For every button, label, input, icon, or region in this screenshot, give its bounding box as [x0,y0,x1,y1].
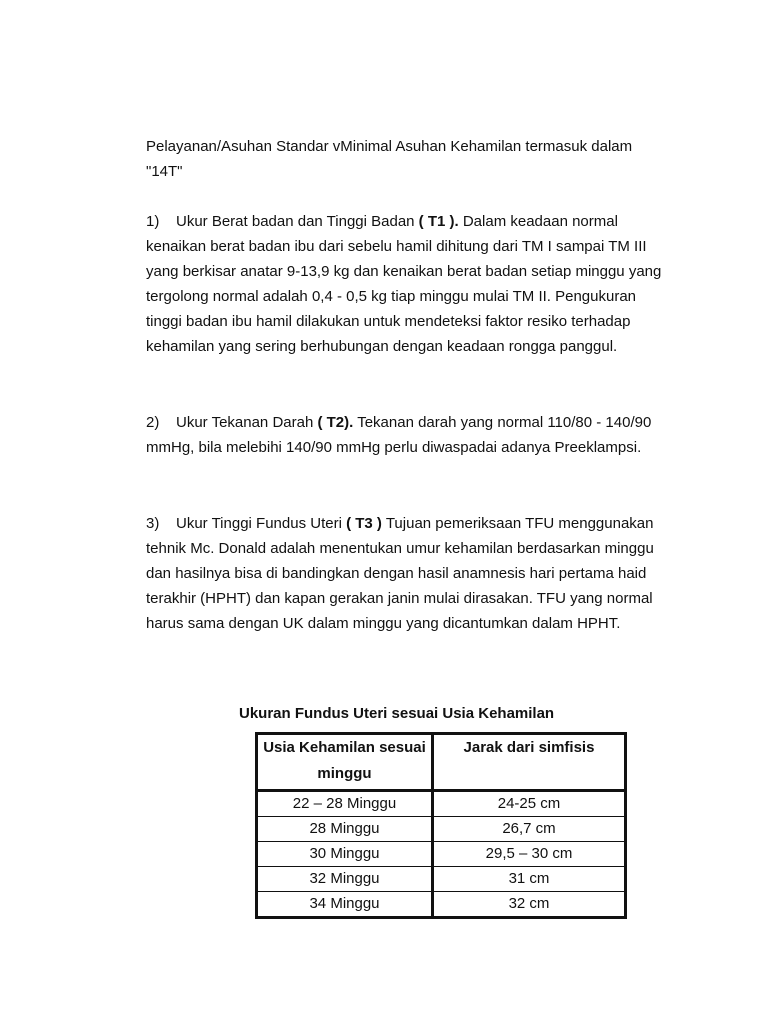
list-item-t2 [146,410,666,460]
cell-jarak: 32 cm [433,892,626,918]
item-code: ( T1 ). [418,213,459,230]
list-item-t1 [146,209,666,359]
cell-jarak: 26,7 cm [433,817,626,842]
item-lead: Ukur Tinggi Fundus Uteri [176,515,347,532]
table-row [257,817,626,842]
item-lead: Ukur Berat badan dan Tinggi Badan [176,213,419,230]
cell-jarak: 24-25 cm [433,791,626,817]
item-number: 3) [146,515,160,532]
table-row [257,867,626,892]
table-row [257,842,626,867]
table-header-row [257,734,626,791]
list-item-t3 [146,511,666,636]
intro-line-1: Pelayanan/Asuhan Standar vMinimal Asuhan Kehamilan termasuk dalam [146,138,633,155]
cell-usia: 30 Minggu [257,842,433,867]
item-text: Tekanan darah yang normal 110/80 - 140/90 mmHg, bila melebihi 140/90 mmHg perlu diwaspadai adanya Preeklampsi. [146,414,652,456]
header-jarak-simfisis: Jarak dari simfisis [433,734,626,791]
table-row [257,791,626,817]
item-code: ( T2). [317,414,354,431]
table-title: Ukuran Fundus Uteri sesuai Usia Kehamilan [239,705,555,722]
cell-usia: 28 Minggu [257,817,433,842]
cell-usia: 22 – 28 Minggu [257,791,433,817]
fundus-table [255,732,627,919]
intro-paragraph [146,134,666,184]
item-number: 1) [146,213,160,230]
intro-line-2: "14T" [146,163,183,180]
header-usia-kehamilan: Usia Kehamilan sesuai minggu [257,734,433,791]
item-number: 2) [146,414,160,431]
cell-jarak: 31 cm [433,867,626,892]
item-lead: Ukur Tekanan Darah [176,414,318,431]
table-row [257,892,626,918]
cell-usia: 34 Minggu [257,892,433,918]
item-code: ( T3 ) [346,515,382,532]
item-text: Tujuan pemeriksaan TFU menggunakan tehnik Mc. Donald adalah menentukan umur kehamilan berdasarkan minggu dan hasilnya bisa di bandingkan dengan hasil anamnesis hari pertama haid terakhir (HPHT) dan kapan gerakan janin mulai dirasakan. TFU yang normal harus sama dengan UK dalam minggu yang dicantumkan dalam HPHT. [146,515,654,632]
cell-jarak: 29,5 – 30 cm [433,842,626,867]
cell-usia: 32 Minggu [257,867,433,892]
item-text: Dalam keadaan normal kenaikan berat badan ibu dari sebelu hamil dihitung dari TM I sampai TM III yang berkisar anatar 9-13,9 kg dan kenaikan berat badan setiap minggu yang tergolong normal adalah 0,4 - 0,5 kg tiap minggu mulai TM II. Pengukuran tinggi badan ibu hamil dilakukan untuk mendeteksi faktor resiko terhadap kehamilan yang sering berhubungan dengan keadaan rongga panggul. [146,213,662,355]
